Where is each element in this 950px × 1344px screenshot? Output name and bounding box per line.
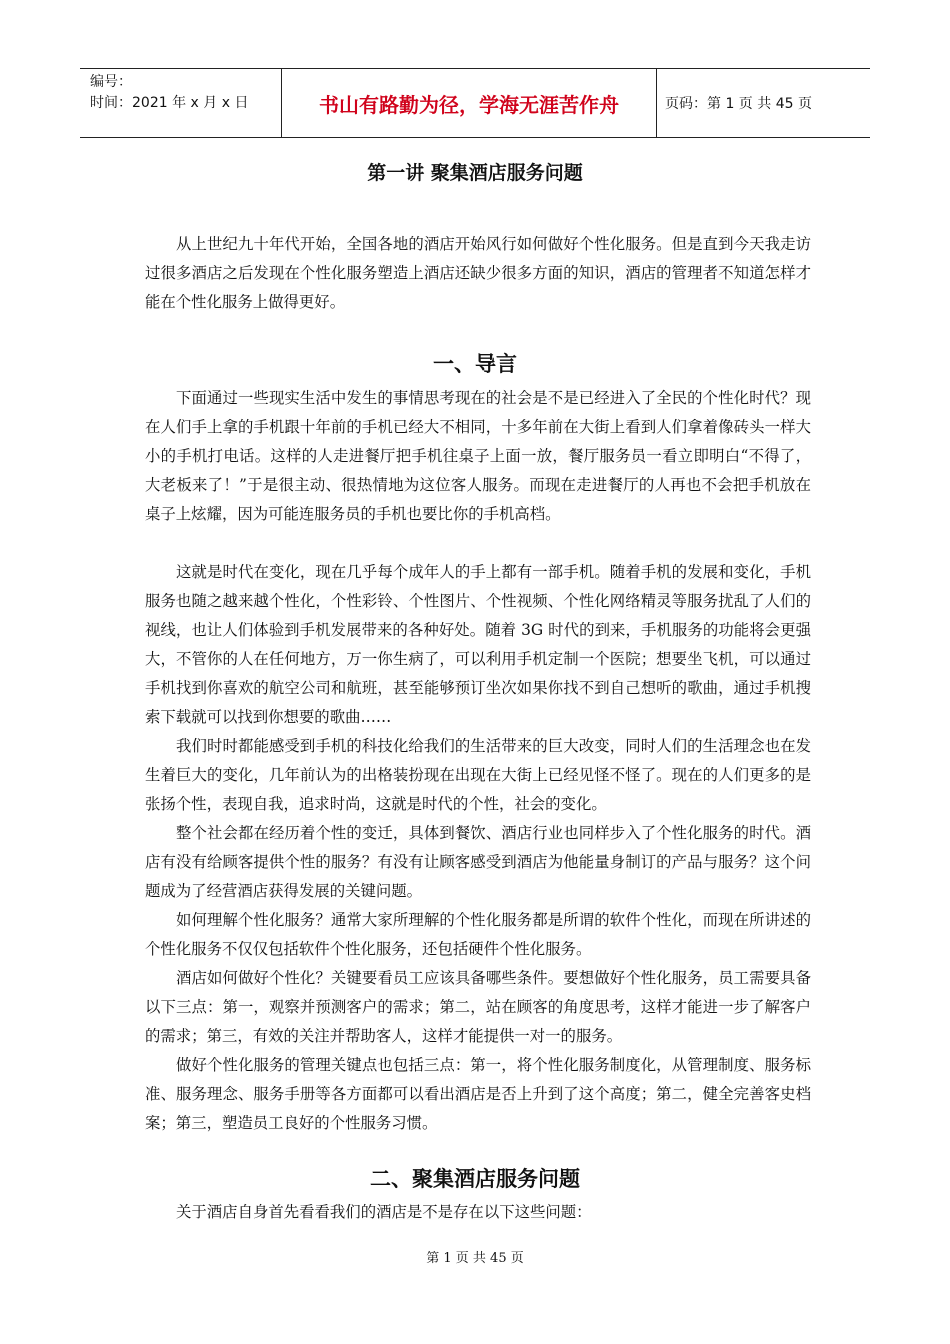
document-header <box>80 68 870 138</box>
document-date-label: 时间：2021 年 x 月 x 日 <box>90 95 249 111</box>
body-paragraph: 我们时时都能感受到手机的科技化给我们的生活带来的巨大改变，同时人们的生活理念也在发生着巨大的变化，几年前认为的出格装扮现在出现在大街上已经见怪不怪了。现在的人们更多的是张扬个性，表现自我，追求时尚，这就是时代的个性，社会的变化。 <box>145 737 811 813</box>
header-meta-cell <box>80 69 282 137</box>
body-paragraph: 如何理解个性化服务？通常大家所理解的个性化服务都是所谓的软件个性化，而现在所讲述的个性化服务不仅仅包括软件个性化服务，还包括硬件个性化服务。 <box>145 911 811 958</box>
section-heading-introduction: 一、导言 <box>433 352 517 376</box>
page-footer: 第 1 页 共 45 页 <box>426 1251 524 1266</box>
header-motto: 书山有路勤为径，学海无涯苦作舟 <box>282 69 657 137</box>
section-heading-hotel-service-problems: 二、聚集酒店服务问题 <box>370 1167 580 1191</box>
document-number-label: 编号： <box>90 74 132 90</box>
header-page-label: 页码：第 1 页 共 45 页 <box>665 96 812 112</box>
body-paragraph: 这就是时代在变化，现在几乎每个成年人的手上都有一部手机。随着手机的发展和变化，手机服务也随之越来越个性化，个性彩铃、个性图片、个性视频、个性化网络精灵等服务扰乱了人们的视线，也让人们体验到手机发展带来的各种好处。随着 3G 时代的到来，手机服务的功能将会更强大，不管你的人在任何地方，万一你生病了，可以利用手机定制一个医院；想要坐飞机，可以通过手机找到你喜欢的航空公司和航班，甚至能够预订坐次如果你找不到自己想听的歌曲，通过手机搜索下载就可以找到你想要的歌曲…… <box>145 563 811 726</box>
body-paragraph: 下面通过一些现实生活中发生的事情思考现在的社会是不是已经进入了全民的个性化时代？现在人们手上拿的手机跟十年前的手机已经大不相同，十多年前在大街上看到人们拿着像砖头一样大小的手机打电话。这样的人走进餐厅把手机往桌子上面一放，餐厅服务员一看立即明白“不得了，大老板来了！”于是很主动、很热情地为这位客人服务。而现在走进餐厅的人再也不会把手机放在桌子上炫耀，因为可能连服务员的手机也要比你的手机高档。 <box>145 389 811 523</box>
body-paragraph: 酒店如何做好个性化？关键要看员工应该具备哪些条件。要想做好个性化服务，员工需要具备以下三点：第一，观察并预测客户的需求；第二，站在顾客的角度思考，这样才能进一步了解客户的需求；第三，有效的关注并帮助客人，这样才能提供一对一的服务。 <box>145 969 811 1045</box>
body-paragraph: 关于酒店自身首先看看我们的酒店是不是存在以下这些问题： <box>176 1203 592 1221</box>
body-paragraph: 整个社会都在经历着个性的变迁，具体到餐饮、酒店行业也同样步入了个性化服务的时代。酒店有没有给顾客提供个性的服务？有没有让顾客感受到酒店为他能量身制订的产品与服务？这个问题成为了经营酒店获得发展的关键问题。 <box>145 824 811 900</box>
intro-paragraph: 从上世纪九十年代开始，全国各地的酒店开始风行如何做好个性化服务。但是直到今天我走访过很多酒店之后发现在个性化服务塑造上酒店还缺少很多方面的知识，酒店的管理者不知道怎样才能在个性化服务上做得更好。 <box>145 235 811 311</box>
body-paragraph: 做好个性化服务的管理关键点也包括三点：第一，将个性化服务制度化，从管理制度、服务标准、服务理念、服务手册等各方面都可以看出酒店是否上升到了这个高度；第二，健全完善客史档案；第三，塑造员工良好的个性服务习惯。 <box>145 1056 811 1132</box>
lecture-title: 第一讲 聚集酒店服务问题 <box>367 162 583 184</box>
